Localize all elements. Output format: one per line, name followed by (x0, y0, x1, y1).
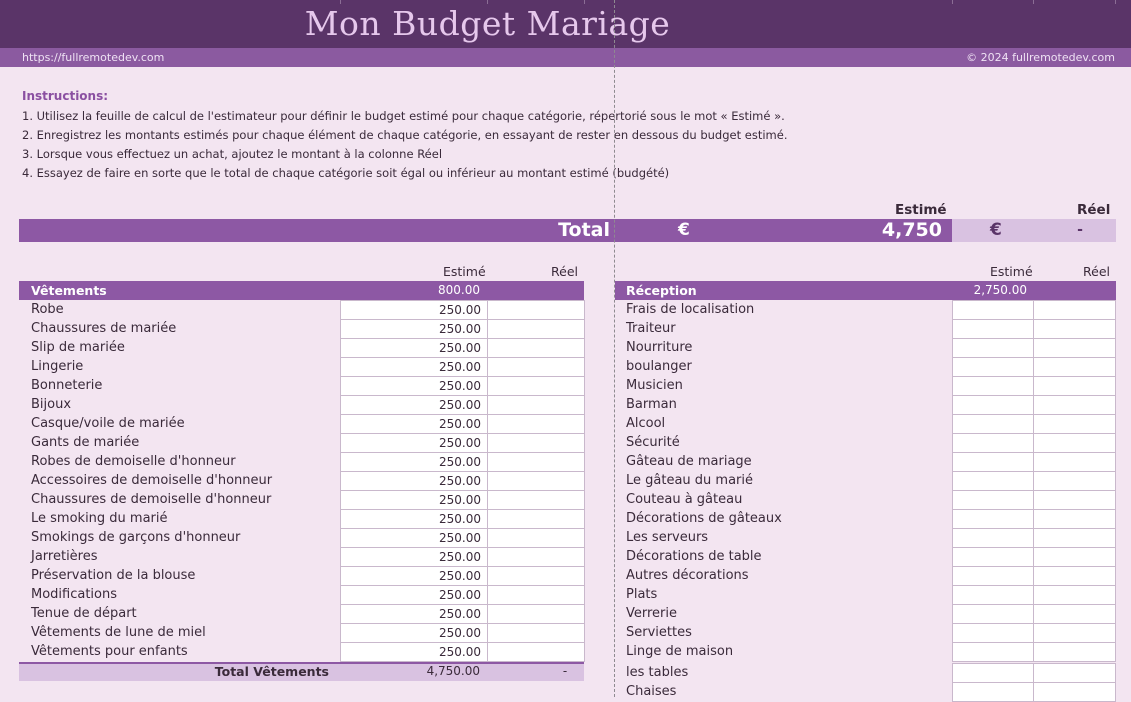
row-label: Décorations de gâteaux (626, 511, 782, 526)
row-label: Gants de mariée (31, 435, 140, 450)
real-cell[interactable] (1033, 319, 1116, 339)
estimated-cell[interactable] (952, 566, 1034, 586)
estimated-cell[interactable] (952, 433, 1034, 453)
row-label: Décorations de table (626, 549, 762, 564)
estimated-cell[interactable]: 250.00 (340, 300, 488, 320)
real-cell[interactable] (487, 376, 585, 396)
real-cell[interactable] (1033, 663, 1116, 683)
page-break-line (614, 0, 615, 697)
real-cell[interactable] (487, 357, 585, 377)
vetements-real-header: Réel (551, 264, 578, 279)
total-real-cell[interactable] (952, 219, 1116, 242)
reception-category-name: Réception (626, 283, 697, 298)
row-label: Couteau à gâteau (626, 492, 743, 507)
total-estimated-value[interactable]: 4,750 (881, 219, 942, 241)
estimated-cell[interactable] (952, 663, 1034, 683)
row-label: Autres décorations (626, 568, 749, 583)
estimated-cell[interactable]: 250.00 (340, 376, 488, 396)
estimated-cell[interactable] (952, 395, 1034, 415)
estimated-cell[interactable]: 250.00 (340, 395, 488, 415)
estimated-cell[interactable]: 250.00 (340, 433, 488, 453)
instruction-line: 2. Enregistrez les montants estimés pour chaque élément de chaque catégorie, en essayant de rester en dessous du budget estimé. (22, 128, 788, 142)
estimated-cell[interactable] (952, 300, 1034, 320)
row-label: Sécurité (626, 435, 680, 450)
estimated-cell[interactable]: 250.00 (340, 623, 488, 643)
row-label: Bonneterie (31, 378, 103, 393)
row-label: Smokings de garçons d'honneur (31, 530, 241, 545)
website-link[interactable]: https://fullremotedev.com (22, 51, 165, 64)
real-cell[interactable] (487, 528, 585, 548)
real-cell[interactable] (487, 642, 585, 662)
real-cell[interactable] (1033, 357, 1116, 377)
estimated-cell[interactable] (952, 682, 1034, 702)
row-label: Alcool (626, 416, 666, 431)
estimated-cell[interactable]: 250.00 (340, 338, 488, 358)
row-label: les tables (626, 665, 689, 680)
real-cell[interactable] (1033, 490, 1116, 510)
total-label: Total (558, 219, 610, 241)
estimated-cell[interactable] (952, 376, 1034, 396)
vetements-total-label: Total Vêtements (214, 664, 329, 679)
real-cell[interactable] (1033, 682, 1116, 702)
estimated-cell[interactable]: 250.00 (340, 642, 488, 662)
row-label: Chaises (626, 684, 677, 699)
summary-estimated-header: Estimé (895, 202, 947, 218)
vetements-total-real: - (562, 664, 568, 678)
row-label: Robe (31, 302, 64, 317)
row-label: Musicien (626, 378, 683, 393)
row-label: Slip de mariée (31, 340, 125, 355)
currency-symbol: € (990, 220, 1002, 240)
vetements-total-estimate: 4,750.00 (426, 664, 480, 678)
real-cell[interactable] (487, 452, 585, 472)
currency-symbol: € (678, 220, 690, 240)
row-label: Chaussures de mariée (31, 321, 177, 336)
estimated-cell[interactable] (952, 547, 1034, 567)
row-label: Tenue de départ (31, 606, 137, 621)
real-cell[interactable] (1033, 547, 1116, 567)
instructions-heading: Instructions: (22, 89, 109, 103)
row-label: Plats (626, 587, 658, 602)
estimated-cell[interactable] (952, 319, 1034, 339)
real-cell[interactable] (1033, 566, 1116, 586)
estimated-cell[interactable] (952, 642, 1034, 662)
real-cell[interactable] (1033, 528, 1116, 548)
real-cell[interactable] (487, 547, 585, 567)
row-label: Accessoires de demoiselle d'honneur (31, 473, 273, 488)
estimated-cell[interactable] (952, 414, 1034, 434)
real-cell[interactable] (1033, 300, 1116, 320)
estimated-cell[interactable]: 250.00 (340, 604, 488, 624)
total-real-value: - (1077, 222, 1083, 238)
row-label: Casque/voile de mariée (31, 416, 185, 431)
reception-estimated-header: Estimé (990, 264, 1033, 279)
row-label: Le smoking du marié (31, 511, 168, 526)
row-label: Traiteur (626, 321, 676, 336)
estimated-cell[interactable]: 250.00 (340, 319, 488, 339)
real-cell[interactable] (1033, 338, 1116, 358)
row-label: Le gâteau du marié (626, 473, 754, 488)
copyright-text: © 2024 fullremotedev.com (966, 51, 1115, 64)
estimated-cell[interactable]: 250.00 (340, 528, 488, 548)
estimated-cell[interactable] (952, 604, 1034, 624)
real-cell[interactable] (1033, 414, 1116, 434)
row-label: Barman (626, 397, 677, 412)
estimated-cell[interactable] (952, 452, 1034, 472)
real-cell[interactable] (1033, 642, 1116, 662)
row-label: Les serveurs (626, 530, 709, 545)
estimated-cell[interactable]: 250.00 (340, 509, 488, 529)
estimated-cell[interactable] (952, 357, 1034, 377)
vetements-estimated-header: Estimé (443, 264, 486, 279)
real-cell[interactable] (487, 623, 585, 643)
estimated-cell[interactable] (952, 471, 1034, 491)
real-cell[interactable] (1033, 376, 1116, 396)
estimated-cell[interactable] (952, 509, 1034, 529)
estimated-cell[interactable] (952, 490, 1034, 510)
summary-real-header: Réel (1077, 202, 1111, 218)
estimated-cell[interactable]: 250.00 (340, 490, 488, 510)
estimated-cell[interactable]: 250.00 (340, 585, 488, 605)
real-cell[interactable] (1033, 623, 1116, 643)
real-cell[interactable] (1033, 509, 1116, 529)
url-band (0, 48, 1131, 67)
row-label: boulanger (626, 359, 692, 374)
row-label: Serviettes (626, 625, 692, 640)
row-label: Robes de demoiselle d'honneur (31, 454, 236, 469)
real-cell[interactable] (487, 490, 585, 510)
real-cell[interactable] (487, 414, 585, 434)
row-label: Lingerie (31, 359, 84, 374)
estimated-cell[interactable]: 250.00 (340, 471, 488, 491)
row-label: Linge de maison (626, 644, 734, 659)
estimated-cell[interactable] (952, 528, 1034, 548)
row-label: Préservation de la blouse (31, 568, 196, 583)
real-cell[interactable] (1033, 395, 1116, 415)
row-label: Vêtements pour enfants (31, 644, 188, 659)
real-cell[interactable] (487, 433, 585, 453)
row-label: Gâteau de mariage (626, 454, 752, 469)
real-cell[interactable] (487, 319, 585, 339)
instruction-line: 3. Lorsque vous effectuez un achat, ajoutez le montant à la colonne Réel (22, 147, 443, 161)
row-label: Vêtements de lune de miel (31, 625, 206, 640)
row-label: Jarretières (31, 549, 98, 564)
row-label: Verrerie (626, 606, 678, 621)
real-cell[interactable] (1033, 471, 1116, 491)
estimated-cell[interactable]: 250.00 (340, 414, 488, 434)
row-label: Chaussures de demoiselle d'honneur (31, 492, 272, 507)
real-cell[interactable] (487, 395, 585, 415)
row-label: Frais de localisation (626, 302, 755, 317)
vetements-category-estimate[interactable]: 800.00 (438, 283, 480, 297)
real-cell[interactable] (487, 300, 585, 320)
estimated-cell[interactable] (952, 623, 1034, 643)
real-cell[interactable] (487, 338, 585, 358)
row-label: Modifications (31, 587, 118, 602)
real-cell[interactable] (487, 604, 585, 624)
estimated-cell[interactable]: 250.00 (340, 547, 488, 567)
real-cell[interactable] (487, 566, 585, 586)
vetements-category-name: Vêtements (31, 283, 107, 298)
real-cell[interactable] (1033, 604, 1116, 624)
instruction-line: 1. Utilisez la feuille de calcul de l'estimateur pour définir le budget estimé pour chaque catégorie, répertorié sous le mot « Estimé ». (22, 109, 785, 123)
real-cell[interactable] (487, 585, 585, 605)
instruction-line: 4. Essayez de faire en sorte que le total de chaque catégorie soit égal ou inférieur au montant estimé (budgété) (22, 166, 670, 180)
real-cell[interactable] (1033, 585, 1116, 605)
reception-category-estimate[interactable]: 2,750.00 (973, 283, 1027, 297)
row-label: Nourriture (626, 340, 693, 355)
real-cell[interactable] (1033, 452, 1116, 472)
real-cell[interactable] (487, 471, 585, 491)
estimated-cell[interactable]: 250.00 (340, 357, 488, 377)
real-cell[interactable] (487, 509, 585, 529)
real-cell[interactable] (1033, 433, 1116, 453)
estimated-cell[interactable]: 250.00 (340, 566, 488, 586)
estimated-cell[interactable] (952, 585, 1034, 605)
estimated-cell[interactable]: 250.00 (340, 452, 488, 472)
row-label: Bijoux (31, 397, 72, 412)
reception-real-header: Réel (1083, 264, 1110, 279)
estimated-cell[interactable] (952, 338, 1034, 358)
page-title: Mon Budget Mariage (304, 4, 671, 43)
